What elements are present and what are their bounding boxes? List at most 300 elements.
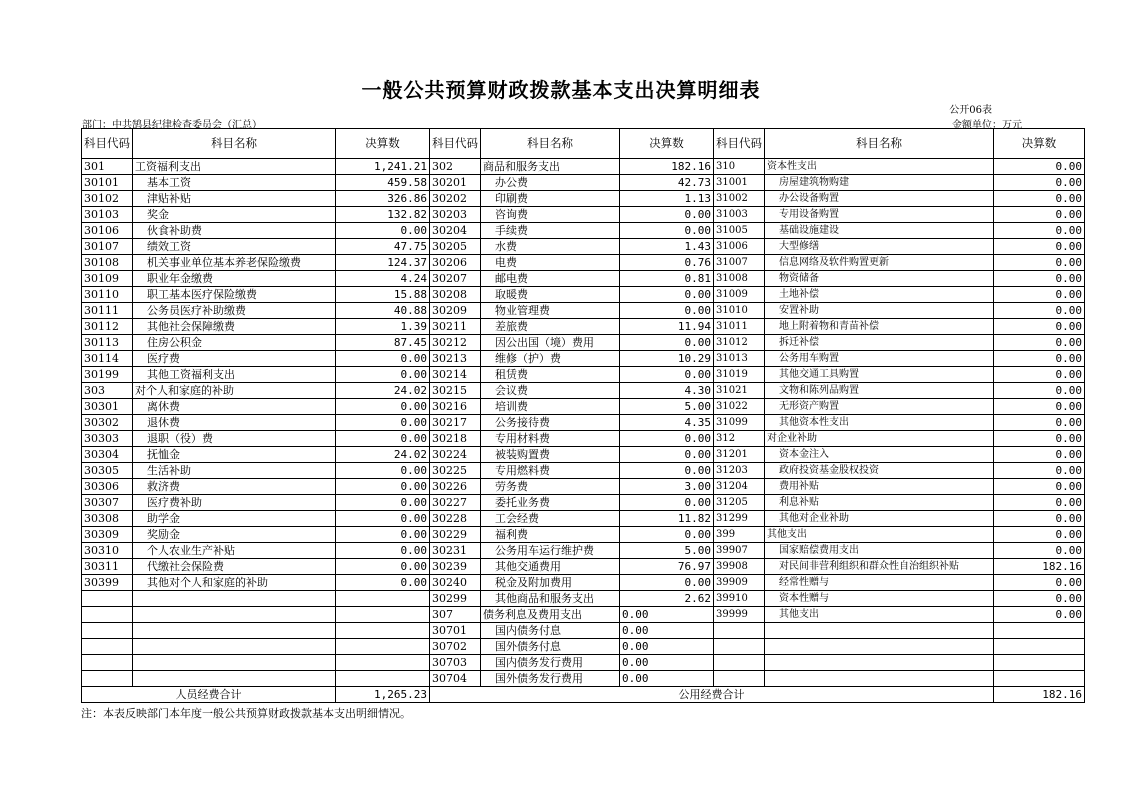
cell-amount: 11.82 (620, 511, 714, 527)
cell-name (765, 367, 994, 383)
cell-amount: 4.30 (620, 383, 714, 399)
cell-amount: 2.62 (620, 591, 714, 607)
cell-name-text: 其他商品和服务支出 (495, 591, 594, 605)
cell-code: 30231 (430, 543, 481, 559)
table-row (82, 495, 1085, 511)
cell-name-text: 基础设施建设 (779, 224, 839, 236)
cell-name (765, 671, 994, 687)
cell-name (765, 655, 994, 671)
cell-amount: 0.00 (994, 415, 1085, 431)
cell-amount (994, 639, 1085, 655)
header-name: 科目名称 (481, 129, 620, 159)
cell-code: 399 (714, 527, 765, 543)
cell-amount: 0.00 (994, 543, 1085, 559)
cell-name-text: 利息补贴 (779, 496, 819, 508)
cell-name (481, 239, 620, 255)
cell-code: 30215 (430, 383, 481, 399)
cell-name-text: 救济费 (147, 479, 180, 493)
cell-name (765, 415, 994, 431)
cell-amount: 47.75 (336, 239, 430, 255)
cell-name-text: 无形资产购置 (779, 400, 839, 412)
cell-name (133, 639, 336, 655)
cell-code: 30204 (430, 223, 481, 239)
table-row (82, 415, 1085, 431)
cell-name (133, 431, 336, 447)
cell-code: 30240 (430, 575, 481, 591)
cell-name (133, 399, 336, 415)
cell-code: 30110 (82, 287, 133, 303)
cell-name-text: 伙食补助费 (147, 223, 202, 237)
cell-code (82, 671, 133, 687)
cell-name (133, 575, 336, 591)
cell-name-text: 债务利息及费用支出 (483, 607, 582, 621)
cell-name (765, 431, 994, 447)
table-row (82, 463, 1085, 479)
cell-amount: 0.00 (336, 463, 430, 479)
cell-name-text: 土地补偿 (779, 288, 819, 300)
cell-name-text: 机关事业单位基本养老保险缴费 (147, 255, 301, 269)
cell-amount: 1.43 (620, 239, 714, 255)
cell-amount: 0.00 (336, 527, 430, 543)
cell-code: 31099 (714, 415, 765, 431)
cell-name (481, 575, 620, 591)
cell-code: 30704 (430, 671, 481, 687)
cell-amount: 0.00 (620, 607, 714, 623)
table-row (82, 383, 1085, 399)
cell-name (765, 255, 994, 271)
cell-name (481, 191, 620, 207)
cell-name-text: 文物和陈列品购置 (779, 384, 859, 396)
cell-amount: 0.00 (620, 431, 714, 447)
cell-name-text: 其他资本性支出 (779, 416, 849, 428)
cell-code: 30239 (430, 559, 481, 575)
cell-name (765, 591, 994, 607)
cell-code: 31008 (714, 271, 765, 287)
cell-name-text: 取暖费 (495, 287, 528, 301)
cell-amount: 0.00 (336, 367, 430, 383)
table-row (82, 239, 1085, 255)
cell-code: 30214 (430, 367, 481, 383)
table-row (82, 431, 1085, 447)
cell-name-text: 职工基本医疗保险缴费 (147, 287, 257, 301)
cell-amount: 0.00 (336, 511, 430, 527)
cell-amount: 10.29 (620, 351, 714, 367)
cell-amount: 42.73 (620, 175, 714, 191)
cell-amount: 0.00 (336, 415, 430, 431)
cell-amount: 0.00 (620, 287, 714, 303)
cell-name (133, 623, 336, 639)
table-row (82, 159, 1085, 175)
cell-amount: 0.00 (994, 223, 1085, 239)
cell-name-text: 劳务费 (495, 479, 528, 493)
cell-name-text: 租赁费 (495, 367, 528, 381)
cell-name-text: 办公设备购置 (779, 192, 839, 204)
cell-amount: 1.39 (336, 319, 430, 335)
cell-amount: 0.00 (994, 383, 1085, 399)
cell-name (481, 639, 620, 655)
cell-code (714, 639, 765, 655)
cell-name (765, 543, 994, 559)
cell-code: 30224 (430, 447, 481, 463)
cell-name-text: 其他工资福利支出 (147, 367, 235, 381)
cell-amount: 0.00 (620, 207, 714, 223)
cell-name (133, 495, 336, 511)
cell-name (765, 447, 994, 463)
cell-amount: 0.00 (994, 511, 1085, 527)
cell-name (481, 207, 620, 223)
cell-name (481, 367, 620, 383)
cell-name-text: 抚恤金 (147, 447, 180, 461)
cell-code: 30212 (430, 335, 481, 351)
cell-amount: 0.00 (620, 335, 714, 351)
cell-amount: 0.00 (994, 351, 1085, 367)
cell-name-text: 职业年金缴费 (147, 271, 213, 285)
cell-name-text: 商品和服务支出 (483, 159, 560, 173)
table-row (82, 319, 1085, 335)
cell-amount: 0.00 (994, 207, 1085, 223)
cell-amount: 0.00 (336, 223, 430, 239)
cell-name-text: 物业管理费 (495, 303, 550, 317)
table-row (82, 591, 1085, 607)
cell-code (82, 623, 133, 639)
cell-code: 30208 (430, 287, 481, 303)
cell-name (481, 655, 620, 671)
cell-name (481, 671, 620, 687)
cell-code: 30302 (82, 415, 133, 431)
cell-amount: 0.00 (620, 463, 714, 479)
cell-code: 30304 (82, 447, 133, 463)
cell-name (765, 495, 994, 511)
cell-amount: 4.35 (620, 415, 714, 431)
cell-name-text: 工会经费 (495, 511, 539, 525)
header-amount: 决算数 (336, 129, 430, 159)
cell-code: 30227 (430, 495, 481, 511)
cell-code: 30106 (82, 223, 133, 239)
cell-name-text: 手续费 (495, 223, 528, 237)
cell-code: 30112 (82, 319, 133, 335)
cell-code (82, 655, 133, 671)
table-row (82, 623, 1085, 639)
cell-amount (994, 623, 1085, 639)
cell-name-text: 离休费 (147, 399, 180, 413)
cell-name (765, 607, 994, 623)
cell-amount: 0.00 (336, 399, 430, 415)
cell-amount: 0.00 (994, 319, 1085, 335)
cell-amount: 0.00 (620, 623, 714, 639)
cell-code: 30301 (82, 399, 133, 415)
cell-amount (336, 639, 430, 655)
cell-name-text: 公务接待费 (495, 415, 550, 429)
cell-code: 30228 (430, 511, 481, 527)
cell-name (765, 159, 994, 175)
cell-amount (336, 655, 430, 671)
cell-name (481, 287, 620, 303)
cell-code: 30226 (430, 479, 481, 495)
cell-code: 302 (430, 159, 481, 175)
header-code: 科目代码 (714, 129, 765, 159)
cell-amount: 11.94 (620, 319, 714, 335)
cell-code: 30103 (82, 207, 133, 223)
cell-name (133, 607, 336, 623)
cell-name-text: 邮电费 (495, 271, 528, 285)
cell-code: 30202 (430, 191, 481, 207)
cell-name (133, 239, 336, 255)
cell-amount: 0.00 (620, 303, 714, 319)
cell-name (481, 159, 620, 175)
cell-name-text: 培训费 (495, 399, 528, 413)
cell-amount: 0.00 (994, 463, 1085, 479)
cell-name-text: 咨询费 (495, 207, 528, 221)
cell-name (133, 591, 336, 607)
cell-name-text: 医疗费补助 (147, 495, 202, 509)
cell-amount: 24.02 (336, 383, 430, 399)
cell-name-text: 费用补贴 (779, 480, 819, 492)
cell-code: 30107 (82, 239, 133, 255)
cell-name-text: 资本性赠与 (779, 592, 829, 604)
unit-label: 金额单位：万元 (952, 120, 1022, 131)
cell-code: 30217 (430, 415, 481, 431)
cell-name (481, 303, 620, 319)
cell-name-text: 被装购置费 (495, 447, 550, 461)
cell-name-text: 公务员医疗补助缴费 (147, 303, 246, 317)
cell-amount: 0.00 (994, 399, 1085, 415)
cell-code: 30225 (430, 463, 481, 479)
cell-name (133, 415, 336, 431)
cell-name (765, 639, 994, 655)
cell-name (765, 623, 994, 639)
cell-code (714, 671, 765, 687)
cell-amount: 0.00 (994, 367, 1085, 383)
expenditure-table (81, 128, 1085, 703)
cell-code: 30114 (82, 351, 133, 367)
cell-amount: 5.00 (620, 543, 714, 559)
cell-code: 31001 (714, 175, 765, 191)
table-row (82, 511, 1085, 527)
cell-code: 31010 (714, 303, 765, 319)
cell-code: 31019 (714, 367, 765, 383)
cell-name (481, 383, 620, 399)
cell-code: 31003 (714, 207, 765, 223)
cell-amount: 0.00 (620, 655, 714, 671)
cell-amount: 0.00 (994, 431, 1085, 447)
cell-name-text: 基本工资 (147, 175, 191, 189)
cell-name (481, 607, 620, 623)
cell-name (133, 527, 336, 543)
cell-name-text: 维修（护）费 (495, 351, 561, 365)
cell-name-text: 委托业务费 (495, 495, 550, 509)
cell-name (481, 543, 620, 559)
table-row (82, 287, 1085, 303)
cell-name-text: 信息网络及软件购置更新 (779, 256, 889, 268)
cell-amount: 1.13 (620, 191, 714, 207)
cell-name (133, 255, 336, 271)
cell-amount: 0.00 (994, 271, 1085, 287)
table-row (82, 303, 1085, 319)
cell-amount: 0.00 (994, 287, 1085, 303)
cell-name-text: 国外债务发行费用 (495, 671, 583, 685)
cell-amount: 0.76 (620, 255, 714, 271)
cell-code: 30205 (430, 239, 481, 255)
cell-name (765, 575, 994, 591)
cell-code: 30109 (82, 271, 133, 287)
cell-code: 30229 (430, 527, 481, 543)
form-code: 公开06表 (949, 105, 992, 116)
cell-name (481, 175, 620, 191)
cell-name (481, 623, 620, 639)
cell-code: 307 (430, 607, 481, 623)
cell-name-text: 工资福利支出 (135, 159, 201, 173)
cell-name (481, 495, 620, 511)
cell-code: 31011 (714, 319, 765, 335)
table-row (82, 191, 1085, 207)
cell-name-text: 政府投资基金股权投资 (779, 464, 879, 476)
cell-name (765, 175, 994, 191)
cell-code: 31204 (714, 479, 765, 495)
cell-code: 30209 (430, 303, 481, 319)
cell-name-text: 税金及附加费用 (495, 575, 572, 589)
cell-name (765, 303, 994, 319)
cell-name (765, 559, 994, 575)
table-row (82, 447, 1085, 463)
table-row (82, 543, 1085, 559)
cell-name (765, 399, 994, 415)
cell-name-text: 水费 (495, 239, 517, 253)
cell-name-text: 专用材料费 (495, 431, 550, 445)
cell-name (133, 175, 336, 191)
cell-name (481, 431, 620, 447)
cell-name-text: 对个人和家庭的补助 (135, 383, 234, 397)
cell-name (765, 271, 994, 287)
cell-code: 30207 (430, 271, 481, 287)
cell-amount: 24.02 (336, 447, 430, 463)
cell-code: 301 (82, 159, 133, 175)
cell-amount: 15.88 (336, 287, 430, 303)
cell-name-text: 其他支出 (779, 608, 819, 620)
cell-name (133, 159, 336, 175)
header-code: 科目代码 (82, 129, 133, 159)
cell-amount: 132.82 (336, 207, 430, 223)
cell-code: 31007 (714, 255, 765, 271)
cell-code (82, 607, 133, 623)
header-name: 科目名称 (133, 129, 336, 159)
table-row (82, 207, 1085, 223)
cell-code: 31022 (714, 399, 765, 415)
cell-name (133, 671, 336, 687)
table-row (82, 271, 1085, 287)
cell-code: 39908 (714, 559, 765, 575)
footnote: 注：本表反映部门本年度一般公共预算财政拨款基本支出明细情况。 (81, 707, 411, 720)
cell-name-text: 医疗费 (147, 351, 180, 365)
cell-name (765, 223, 994, 239)
cell-name (481, 271, 620, 287)
cell-amount: 0.81 (620, 271, 714, 287)
cell-name-text: 其他交通工具购置 (779, 368, 859, 380)
cell-name-text: 对民间非营利组织和群众性自治组织补贴 (779, 560, 959, 572)
public-total-amount: 182.16 (994, 687, 1085, 703)
cell-name-text: 安置补助 (779, 304, 819, 316)
cell-amount: 0.00 (336, 351, 430, 367)
cell-code: 31299 (714, 511, 765, 527)
cell-code: 30702 (430, 639, 481, 655)
cell-code: 30216 (430, 399, 481, 415)
cell-code: 30218 (430, 431, 481, 447)
cell-amount: 0.00 (994, 239, 1085, 255)
cell-name (133, 335, 336, 351)
cell-name-text: 其他对个人和家庭的补助 (147, 575, 268, 589)
cell-amount: 0.00 (994, 607, 1085, 623)
table-header-row (82, 129, 1085, 159)
cell-code: 30211 (430, 319, 481, 335)
cell-name (133, 383, 336, 399)
cell-name-text: 经常性赠与 (779, 576, 829, 588)
cell-amount: 124.37 (336, 255, 430, 271)
cell-name-text: 电费 (495, 255, 517, 269)
cell-name (765, 511, 994, 527)
table-row (82, 367, 1085, 383)
table-row (82, 479, 1085, 495)
cell-name-text: 助学金 (147, 511, 180, 525)
cell-code: 31013 (714, 351, 765, 367)
cell-name (133, 191, 336, 207)
cell-amount: 326.86 (336, 191, 430, 207)
cell-name-text: 公务用车运行维护费 (495, 543, 594, 557)
cell-amount: 0.00 (994, 591, 1085, 607)
cell-code: 30399 (82, 575, 133, 591)
cell-amount: 0.00 (994, 303, 1085, 319)
cell-name (765, 383, 994, 399)
cell-code: 30307 (82, 495, 133, 511)
personnel-total-amount: 1,265.23 (336, 687, 430, 703)
cell-name (133, 511, 336, 527)
cell-name (481, 335, 620, 351)
cell-amount: 0.00 (620, 639, 714, 655)
cell-amount: 40.88 (336, 303, 430, 319)
cell-name-text: 其他对企业补助 (779, 512, 849, 524)
cell-code: 30309 (82, 527, 133, 543)
cell-name (765, 527, 994, 543)
cell-amount: 459.58 (336, 175, 430, 191)
cell-code: 30213 (430, 351, 481, 367)
cell-name (133, 287, 336, 303)
cell-code: 30306 (82, 479, 133, 495)
cell-name-text: 专用设备购置 (779, 208, 839, 220)
table-row (82, 655, 1085, 671)
cell-name (765, 207, 994, 223)
cell-name-text: 津贴补贴 (147, 191, 191, 205)
cell-code: 31006 (714, 239, 765, 255)
cell-code: 31009 (714, 287, 765, 303)
cell-amount: 0.00 (336, 559, 430, 575)
cell-name (765, 351, 994, 367)
cell-name (133, 207, 336, 223)
cell-name (481, 591, 620, 607)
cell-code: 30111 (82, 303, 133, 319)
cell-code: 30310 (82, 543, 133, 559)
cell-name (481, 399, 620, 415)
cell-code (82, 591, 133, 607)
cell-name-text: 公务用车购置 (779, 352, 839, 364)
cell-name-text: 对企业补助 (767, 432, 817, 444)
cell-name-text: 国内债务发行费用 (495, 655, 583, 669)
table-row (82, 255, 1085, 271)
cell-amount: 4.24 (336, 271, 430, 287)
cell-name (133, 559, 336, 575)
cell-amount: 0.00 (336, 495, 430, 511)
cell-code: 31012 (714, 335, 765, 351)
cell-code: 303 (82, 383, 133, 399)
cell-code (714, 655, 765, 671)
cell-name-text: 物资储备 (779, 272, 819, 284)
